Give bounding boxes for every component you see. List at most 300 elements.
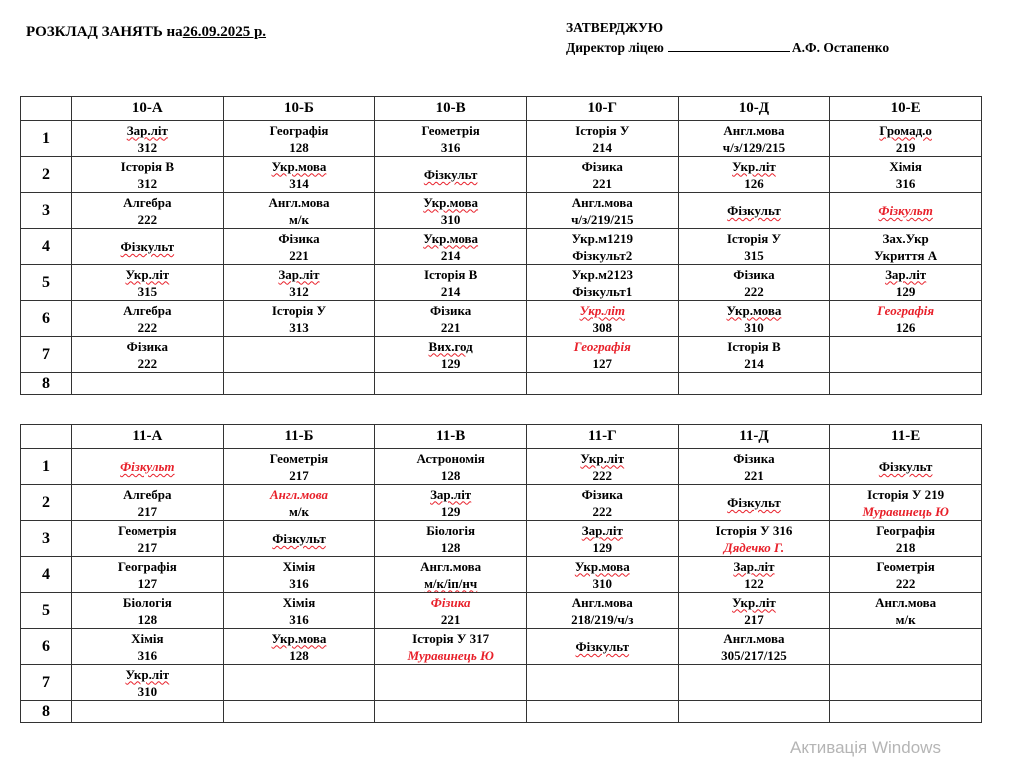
- cell-line: [375, 522, 526, 539]
- room-info: 312: [137, 139, 158, 155]
- lesson-cell: [678, 337, 830, 373]
- lesson-cell: [526, 301, 678, 337]
- lesson-cell: [72, 485, 224, 521]
- subject-name: Історія У 316: [715, 522, 793, 538]
- lesson-cell: [223, 521, 375, 557]
- room-info: 222: [137, 211, 158, 227]
- cell-line: [830, 247, 981, 264]
- cell-line: [224, 247, 375, 264]
- lesson-cell: [375, 229, 527, 265]
- cell-line: [72, 338, 223, 355]
- room-info: 312: [137, 175, 158, 191]
- cell-line: [72, 355, 223, 372]
- lesson-cell: [223, 557, 375, 593]
- lesson-cell: [375, 193, 527, 229]
- cell-line: [679, 494, 830, 511]
- cell-line: [679, 539, 830, 556]
- lesson-cell: [678, 193, 830, 229]
- subject-name: Історія У: [726, 230, 782, 246]
- cell-line: [830, 558, 981, 575]
- lesson-cell: [678, 701, 830, 723]
- class-header: 10-Е: [830, 97, 982, 121]
- cell-line: [224, 175, 375, 192]
- subject-name: Укр.мова: [271, 158, 327, 174]
- subject-name: Біологія: [426, 522, 476, 538]
- lesson-cell: [72, 593, 224, 629]
- cell-line: [830, 594, 981, 611]
- subject-name: Укр.м2123: [571, 266, 633, 282]
- lesson-cell: [72, 265, 224, 301]
- cell-line: [679, 202, 830, 219]
- cell-line: [72, 175, 223, 192]
- lesson-row: [21, 229, 982, 265]
- cell-line: [679, 355, 830, 372]
- lesson-cell: [375, 265, 527, 301]
- cell-line: [527, 158, 678, 175]
- subject-name: Англ.мова: [723, 122, 785, 138]
- lesson-cell: [72, 121, 224, 157]
- cell-line: [224, 230, 375, 247]
- room-info: 305/217/125: [721, 647, 787, 663]
- cell-line: [527, 638, 678, 655]
- room-info: 222: [744, 283, 764, 299]
- room-info: 127: [592, 355, 613, 371]
- lesson-cell: [223, 593, 375, 629]
- lesson-cell: [223, 265, 375, 301]
- lesson-cell: [223, 301, 375, 337]
- lesson-cell: [526, 265, 678, 301]
- subject-name: Укр.мова: [726, 302, 782, 318]
- schedule-title: [26, 24, 266, 41]
- lesson-cell: [678, 665, 830, 701]
- subject-name: Історія У: [575, 122, 630, 138]
- subject-name: Алгебра: [123, 194, 172, 210]
- subject-name: Фізика: [278, 230, 320, 246]
- lesson-cell: [526, 557, 678, 593]
- cell-line: [375, 338, 526, 355]
- cell-line: [527, 211, 678, 228]
- room-info: 128: [289, 139, 309, 155]
- room-info: 221: [289, 247, 309, 263]
- class-header: 11-Г: [526, 425, 678, 449]
- director-line: [566, 38, 889, 58]
- subject-name: Історія У 219: [867, 486, 945, 502]
- cell-line: [72, 666, 223, 683]
- cell-line: [224, 283, 375, 300]
- schedule-date: 26.09.2025 р.: [182, 24, 267, 40]
- class-header: 10-Б: [223, 97, 375, 121]
- class-header: 10-Г: [526, 97, 678, 121]
- lesson-row: [21, 701, 982, 723]
- room-info: 316: [289, 611, 309, 627]
- cell-line: [224, 530, 375, 547]
- cell-line: [375, 355, 526, 372]
- subject-name: Фізкульт: [727, 495, 781, 510]
- lesson-cell: [526, 701, 678, 723]
- cell-line: [375, 211, 526, 228]
- cell-line: [830, 486, 981, 503]
- subject-name: Фізкульт: [878, 203, 933, 218]
- cell-line: [679, 230, 830, 247]
- lesson-cell: [830, 337, 982, 373]
- cell-line: [830, 458, 981, 475]
- cell-line: [224, 266, 375, 283]
- cell-line: [527, 338, 678, 355]
- cell-line: [527, 594, 678, 611]
- room-info: 222: [137, 355, 158, 371]
- lesson-cell: [830, 521, 982, 557]
- cell-line: [224, 158, 375, 175]
- subject-name: Англ.мова: [269, 486, 329, 502]
- subject-name: Хімія: [889, 158, 922, 174]
- cell-line: [224, 122, 375, 139]
- subject-name: Укр.мова: [423, 194, 479, 210]
- subject-name: Укр.літ: [125, 266, 170, 282]
- cell-line: [72, 266, 223, 283]
- lesson-cell: [678, 557, 830, 593]
- lesson-cell: [375, 629, 527, 665]
- lesson-cell: [72, 557, 224, 593]
- lesson-row: [21, 557, 982, 593]
- cell-line: [527, 283, 678, 300]
- cell-line: [72, 211, 223, 228]
- subject-name: Укр.літ: [732, 594, 776, 610]
- cell-line: [830, 266, 981, 283]
- room-info: 310: [137, 683, 158, 699]
- lesson-cell: [72, 337, 224, 373]
- cell-line: [830, 522, 981, 539]
- lesson-cell: [830, 229, 982, 265]
- cell-line: [830, 503, 981, 520]
- cell-line: [224, 450, 375, 467]
- cell-line: [375, 166, 526, 183]
- windows-activation-watermark: Активація Windows: [790, 738, 941, 757]
- room-info: 310: [744, 319, 764, 335]
- lesson-cell: [830, 629, 982, 665]
- subject-name: Англ.мова: [571, 594, 633, 610]
- lesson-cell: [678, 229, 830, 265]
- cell-line: [679, 630, 830, 647]
- room-info: 312: [289, 283, 309, 299]
- lesson-cell: [223, 373, 375, 395]
- lesson-number: 8: [21, 701, 72, 723]
- subject-name: Географія: [573, 338, 631, 354]
- lesson-row: [21, 665, 982, 701]
- subject-name: Історія В: [727, 338, 781, 354]
- subject-name: Хімія: [131, 630, 164, 646]
- schedule-table-10: [20, 96, 982, 395]
- subject-name: Географія: [876, 522, 936, 538]
- room-info: 314: [289, 175, 309, 191]
- lesson-number: 8: [21, 373, 72, 395]
- lesson-cell: [830, 701, 982, 723]
- lesson-number: 7: [21, 665, 72, 701]
- cell-line: [527, 486, 678, 503]
- lesson-cell: [223, 121, 375, 157]
- cell-line: [72, 611, 223, 628]
- approve-title: ЗАТВЕРДЖУЮ: [566, 20, 664, 35]
- cell-line: [224, 647, 375, 664]
- subject-name: Фізкульт: [120, 239, 175, 254]
- cell-line: [527, 319, 678, 336]
- lesson-number: 2: [21, 485, 72, 521]
- lesson-cell: [678, 373, 830, 395]
- subject-name: Фізика: [429, 302, 472, 318]
- lesson-cell: [72, 521, 224, 557]
- subject-name: Англ.мова: [268, 194, 330, 210]
- room-info: 129: [592, 539, 613, 555]
- cell-line: [72, 683, 223, 700]
- lesson-cell: [526, 121, 678, 157]
- lesson-cell: [830, 265, 982, 301]
- lesson-cell: [375, 665, 527, 701]
- lesson-row: [21, 301, 982, 337]
- lesson-number: 6: [21, 301, 72, 337]
- cell-line: [527, 522, 678, 539]
- cell-line: [679, 122, 830, 139]
- room-info: Укриття А: [874, 247, 938, 263]
- lesson-cell: [223, 485, 375, 521]
- room-info: м/к: [289, 503, 309, 519]
- lesson-cell: [72, 449, 224, 485]
- cell-line: [72, 630, 223, 647]
- room-info: 128: [440, 467, 461, 483]
- room-info: 129: [440, 355, 461, 371]
- lesson-number: 1: [21, 449, 72, 485]
- cell-line: [679, 575, 830, 592]
- subject-name: Геометрія: [421, 122, 480, 138]
- room-info: 214: [440, 283, 461, 299]
- cell-line: [527, 175, 678, 192]
- room-info: Муравинець Ю: [407, 647, 494, 663]
- lesson-cell: [72, 301, 224, 337]
- cell-line: [830, 283, 981, 300]
- lesson-cell: [526, 337, 678, 373]
- room-info: 222: [895, 575, 916, 591]
- lesson-cell: [526, 593, 678, 629]
- cell-line: [679, 139, 830, 156]
- subject-name: Зах.Укр: [882, 230, 929, 246]
- lesson-cell: [526, 229, 678, 265]
- room-info: 316: [137, 647, 158, 663]
- room-info: 126: [744, 175, 764, 191]
- lesson-cell: [375, 701, 527, 723]
- subject-name: Фізика: [733, 266, 775, 282]
- cell-line: [375, 450, 526, 467]
- cell-line: [375, 503, 526, 520]
- cell-line: [72, 458, 223, 475]
- director-name: А.Ф. Остапенко: [791, 40, 890, 55]
- cell-line: [527, 230, 678, 247]
- subject-name: Зар.літ: [430, 486, 472, 502]
- lesson-cell: [678, 301, 830, 337]
- lesson-row: [21, 193, 982, 229]
- lesson-cell: [223, 157, 375, 193]
- subject-name: Англ.мова: [875, 594, 937, 610]
- lesson-cell: [830, 557, 982, 593]
- room-info: 128: [289, 647, 309, 663]
- lesson-cell: [678, 157, 830, 193]
- cell-line: [527, 503, 678, 520]
- lesson-row: [21, 157, 982, 193]
- cell-line: [375, 302, 526, 319]
- lesson-cell: [678, 485, 830, 521]
- cell-line: [679, 338, 830, 355]
- lesson-row: [21, 521, 982, 557]
- cell-line: [375, 558, 526, 575]
- cell-line: [830, 202, 981, 219]
- cell-line: [679, 450, 830, 467]
- header-row: [21, 425, 982, 449]
- cell-line: [72, 139, 223, 156]
- lesson-cell: [830, 485, 982, 521]
- room-info: 218/219/ч/з: [571, 611, 634, 627]
- lesson-cell: [830, 593, 982, 629]
- lesson-number: 4: [21, 229, 72, 265]
- subject-name: Зар.літ: [885, 266, 927, 282]
- lesson-cell: [375, 337, 527, 373]
- cell-line: [224, 594, 375, 611]
- lesson-cell: [526, 665, 678, 701]
- lesson-cell: [223, 337, 375, 373]
- subject-name: Фізика: [581, 486, 623, 502]
- subject-name: Укр.літ: [125, 666, 170, 682]
- cell-line: [527, 558, 678, 575]
- subject-name: Укр.мова: [574, 558, 630, 574]
- cell-line: [527, 247, 678, 264]
- room-info: Дядечко Г.: [723, 539, 785, 555]
- subject-name: Фізкульт: [272, 531, 326, 546]
- cell-line: [679, 158, 830, 175]
- lesson-cell: [72, 701, 224, 723]
- cell-line: [830, 175, 981, 192]
- room-info: ч/з/219/215: [571, 211, 634, 227]
- class-header: 10-В: [375, 97, 527, 121]
- cell-line: [72, 158, 223, 175]
- lesson-cell: [678, 449, 830, 485]
- cell-line: [830, 158, 981, 175]
- cell-line: [679, 647, 830, 664]
- cell-line: [72, 594, 223, 611]
- signature-line: [668, 39, 790, 52]
- cell-line: [224, 302, 375, 319]
- lesson-cell: [375, 593, 527, 629]
- cell-line: [224, 194, 375, 211]
- cell-line: [679, 247, 830, 264]
- cell-line: [72, 558, 223, 575]
- cell-line: [72, 575, 223, 592]
- lesson-cell: [526, 521, 678, 557]
- lesson-row: [21, 449, 982, 485]
- room-info: 315: [744, 247, 764, 263]
- cell-line: [679, 594, 830, 611]
- room-info: 126: [895, 319, 916, 335]
- room-info: 214: [440, 247, 461, 263]
- approval-block: [566, 18, 889, 58]
- lesson-cell: [678, 629, 830, 665]
- room-info: 222: [137, 319, 158, 335]
- subject-name: Фізика: [126, 338, 168, 354]
- title-prefix: РОЗКЛАД ЗАНЯТЬ на: [26, 24, 183, 40]
- room-info: 217: [137, 539, 158, 555]
- cell-line: [679, 522, 830, 539]
- cell-line: [72, 486, 223, 503]
- room-info: 221: [440, 319, 461, 335]
- room-info: 315: [137, 283, 158, 299]
- room-info: 221: [744, 467, 764, 483]
- cell-line: [72, 319, 223, 336]
- subject-name: Англ.мова: [420, 558, 482, 574]
- room-info: 217: [289, 467, 309, 483]
- schedule-table-11: [20, 424, 982, 723]
- cell-line: [72, 283, 223, 300]
- subject-name: Вих.год: [428, 338, 473, 354]
- room-info: 221: [592, 175, 613, 191]
- lesson-cell: [375, 485, 527, 521]
- lesson-cell: [223, 449, 375, 485]
- cell-line: [375, 611, 526, 628]
- subject-name: Фізика: [581, 158, 623, 174]
- class-header: 11-Д: [678, 425, 830, 449]
- room-info: 214: [744, 355, 764, 371]
- lesson-cell: [830, 373, 982, 395]
- lesson-cell: [526, 485, 678, 521]
- room-info: м/к: [895, 611, 916, 627]
- subject-name: Укр.літ: [579, 302, 626, 318]
- lesson-row: [21, 629, 982, 665]
- cell-line: [527, 611, 678, 628]
- room-info: 217: [137, 503, 158, 519]
- room-info: м/к/іп/нч: [424, 575, 478, 591]
- corner-cell: [21, 425, 72, 449]
- cell-line: [527, 302, 678, 319]
- cell-line: [830, 230, 981, 247]
- class-header: 11-Б: [223, 425, 375, 449]
- room-info: 222: [592, 467, 613, 483]
- subject-name: Укр.мова: [271, 630, 327, 646]
- cell-line: [527, 355, 678, 372]
- header-row: [21, 97, 982, 121]
- room-info: ч/з/129/215: [722, 139, 786, 155]
- lesson-cell: [830, 121, 982, 157]
- cell-line: [375, 630, 526, 647]
- lesson-cell: [830, 301, 982, 337]
- lesson-cell: [375, 373, 527, 395]
- cell-line: [527, 575, 678, 592]
- subject-name: Зар.літ: [278, 266, 320, 282]
- subject-name: Англ.мова: [571, 194, 633, 210]
- cell-line: [830, 611, 981, 628]
- subject-name: Зар.літ: [126, 122, 168, 138]
- cell-line: [224, 139, 375, 156]
- cell-line: [375, 266, 526, 283]
- lesson-cell: [830, 193, 982, 229]
- cell-line: [224, 211, 375, 228]
- lesson-cell: [526, 157, 678, 193]
- room-info: 128: [137, 611, 158, 627]
- subject-name: Геометрія: [269, 450, 329, 466]
- cell-line: [830, 122, 981, 139]
- cell-line: [72, 122, 223, 139]
- cell-line: [72, 522, 223, 539]
- lesson-cell: [375, 157, 527, 193]
- lesson-number: 5: [21, 265, 72, 301]
- cell-line: [224, 575, 375, 592]
- subject-name: Алгебра: [123, 486, 172, 502]
- cell-line: [527, 266, 678, 283]
- lesson-cell: [223, 629, 375, 665]
- lesson-cell: [223, 665, 375, 701]
